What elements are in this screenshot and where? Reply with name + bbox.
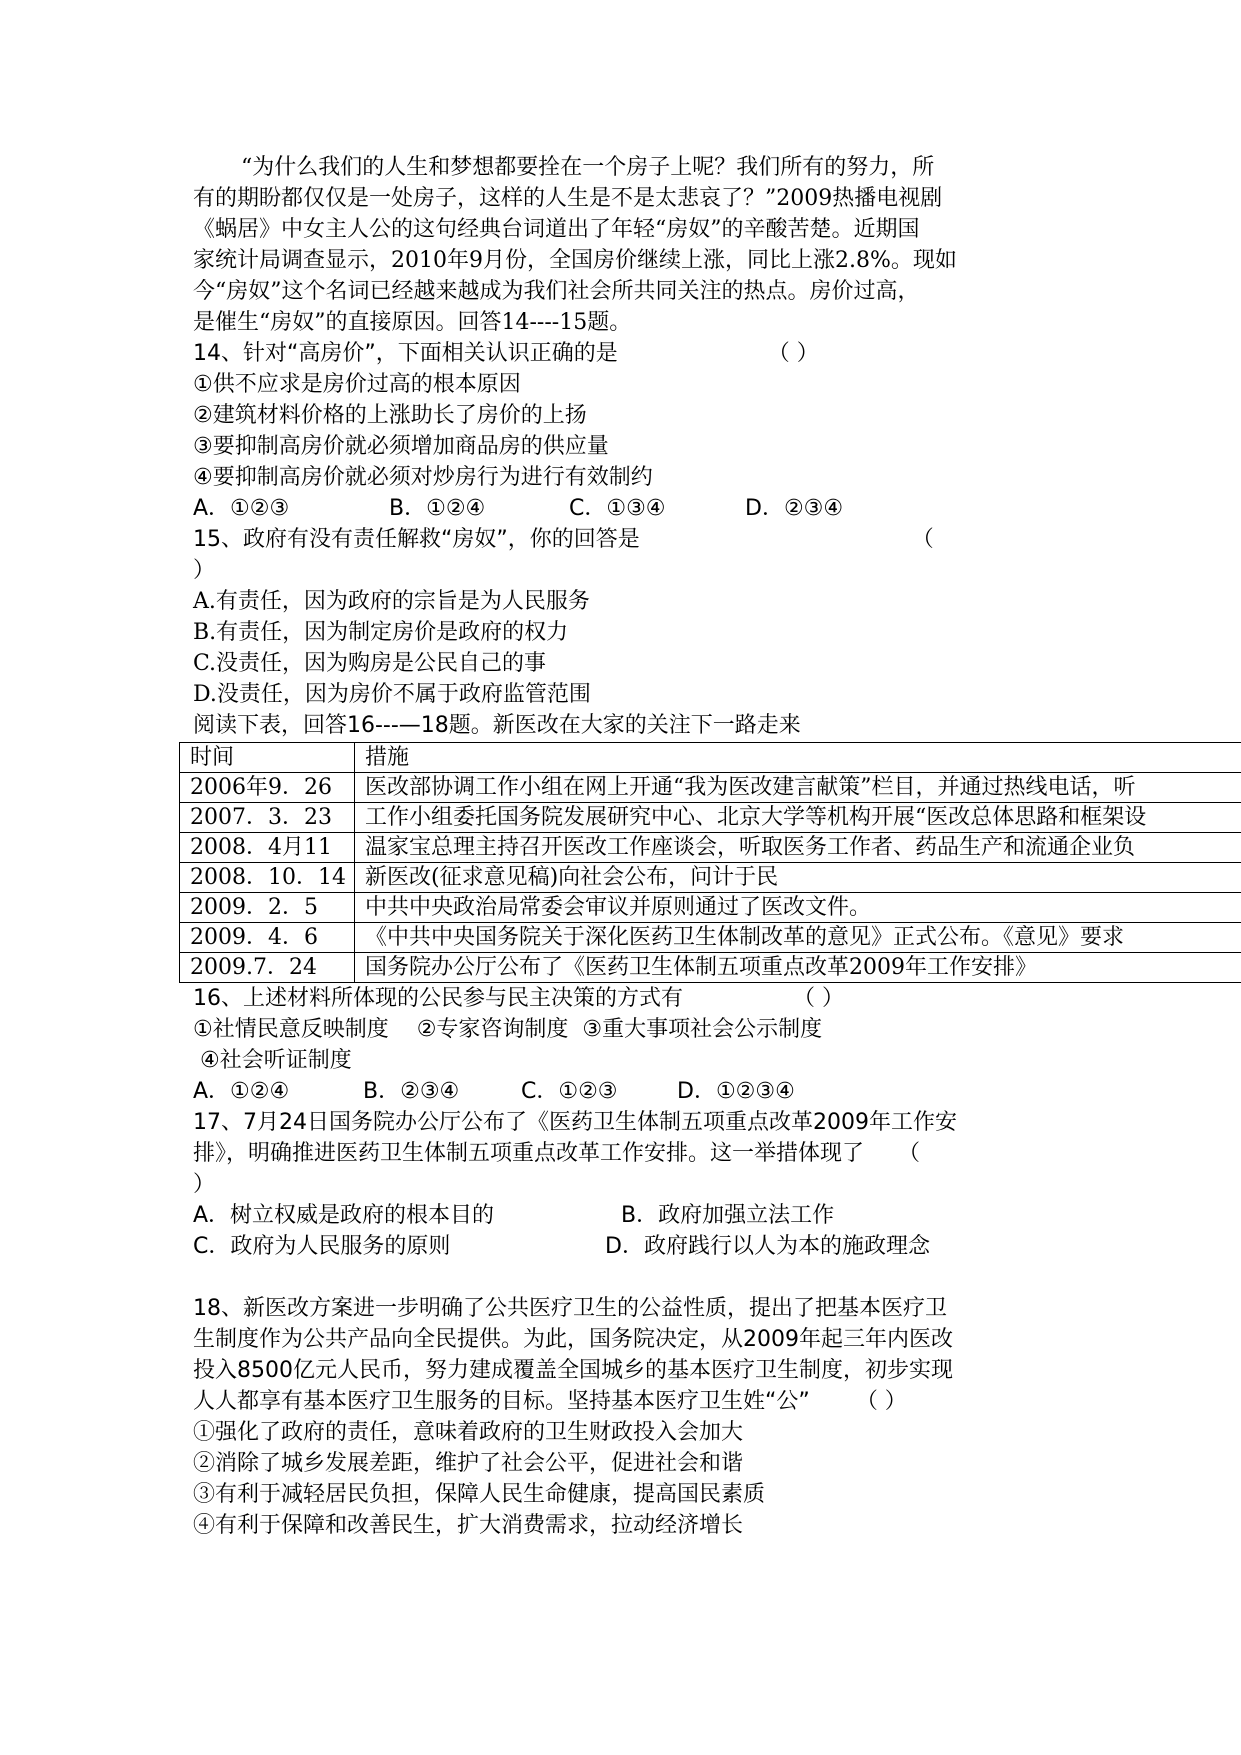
question-stem-line xyxy=(193,1386,1241,1417)
statement-items: ④社会听证制度 xyxy=(193,1048,352,1073)
table-cell-date: 2006年9．26 xyxy=(180,773,355,803)
table-cell-date: 2007．3．23 xyxy=(180,803,355,833)
option-a: A．①②③ xyxy=(193,496,290,521)
answer-paren-close: ） xyxy=(193,558,216,583)
table-row xyxy=(180,773,1241,803)
question-stem-line xyxy=(193,1138,1241,1169)
table-row xyxy=(180,923,1241,953)
table-cell-measure: 《中共中央国务院关于深化医药卫生体制改革的意见》正式公布。《意见》要求 xyxy=(355,923,1241,953)
table-cell-measure: 中共中央政治局常委会审议并原则通过了医改文件。 xyxy=(355,893,1241,923)
question-stem-text: 16、上述材料所体现的公民参与民主决策的方式有 xyxy=(193,986,683,1011)
option-c: C．①②③ xyxy=(521,1079,618,1104)
intro-line: 《蜗居》中女主人公的这句经典台词道出了年轻“房奴”的辛酸苦楚。近期国 xyxy=(193,217,920,242)
table-row xyxy=(180,863,1241,893)
question-17 xyxy=(193,1107,1241,1262)
option-d: D.没责任，因为房价不属于政府监管范围 xyxy=(193,682,591,707)
option-a: A．树立权威是政府的根本目的 xyxy=(193,1203,495,1228)
question-stem-text: 排》，明确推进医药卫生体制五项重点改革工作安排。这一举措体现了 xyxy=(193,1141,865,1166)
answer-paren-open: （ xyxy=(898,1141,921,1166)
option-a: A．①②④ xyxy=(193,1079,290,1104)
table-cell-date: 2009．2．5 xyxy=(180,893,355,923)
table-row xyxy=(180,953,1241,983)
answer-paren-open: （ xyxy=(911,527,934,552)
intro-line: 家统计局调查显示，2010年9月份，全国房价继续上涨，同比上涨2.8%。现如 xyxy=(193,248,957,273)
statement-item: ①供不应求是房价过高的根本原因 xyxy=(193,372,521,397)
answer-paren: （ ） xyxy=(855,1389,907,1414)
question-stem-text: 人人都享有基本医疗卫生服务的目标。坚持基本医疗卫生姓“公” xyxy=(193,1389,810,1414)
option-b: B．①②④ xyxy=(389,496,486,521)
table-cell-measure: 国务院办公厅公布了《医药卫生体制五项重点改革2009年工作安排》 xyxy=(355,953,1241,983)
intro-line: 今“房奴”这个名词已经越来越成为我们社会所共同关注的热点。房价过高， xyxy=(193,279,920,304)
table-row xyxy=(180,803,1241,833)
table-cell-date: 2008．4月11 xyxy=(180,833,355,863)
question-14-options xyxy=(193,493,1241,524)
table-header-measure: 措施 xyxy=(355,743,1241,773)
question-stem-text: 14、针对“高房价”，下面相关认识正确的是 xyxy=(193,341,618,366)
statement-item: ④要抑制高房价就必须对炒房行为进行有效制约 xyxy=(193,465,653,490)
statement-items: ①社情民意反映制度 ②专家咨询制度 ③重大事项社会公示制度 xyxy=(193,1017,823,1042)
question-stem-line: 18、新医改方案进一步明确了公共医疗卫生的公益性质，提出了把基本医疗卫 xyxy=(193,1296,947,1321)
option-c: C．政府为人民服务的原则 xyxy=(193,1234,451,1259)
option-b: B.有责任，因为制定房价是政府的权力 xyxy=(193,620,569,645)
question-stem-line: 生制度作为公共产品向全民提供。为此，国务院决定，从2009年起三年内医改 xyxy=(193,1327,953,1352)
question-stem-line: 投入8500亿元人民币，努力建成覆盖全国城乡的基本医疗卫生制度，初步实现 xyxy=(193,1358,953,1383)
question-16-options xyxy=(193,1076,1241,1107)
table-cell-date: 2008．10．14 xyxy=(180,863,355,893)
option-d: D．②③④ xyxy=(745,496,844,521)
statement-item: ④有利于保障和改善民生，扩大消费需求，拉动经济增长 xyxy=(193,1513,744,1538)
question-15 xyxy=(193,524,1241,710)
question-14-stem xyxy=(193,338,1241,369)
exam-page xyxy=(190,152,1241,1541)
intro-line: 有的期盼都仅仅是一处房子，这样的人生是不是太悲哀了？”2009热播电视剧 xyxy=(193,186,943,211)
question-17-options-row2 xyxy=(193,1231,1241,1262)
table-cell-date: 2009.7．24 xyxy=(180,953,355,983)
statement-item: ②建筑材料价格的上涨助长了房价的上扬 xyxy=(193,403,587,428)
intro-passage xyxy=(193,152,1241,338)
table-row xyxy=(180,833,1241,863)
option-d: D．政府践行以人为本的施政理念 xyxy=(605,1234,930,1259)
table-cell-measure: 温家宝总理主持召开医改工作座谈会，听取医务工作者、药品生产和流通企业负 xyxy=(355,833,1241,863)
table-cell-date: 2009．4．6 xyxy=(180,923,355,953)
reform-timeline-table xyxy=(179,742,1241,983)
answer-paren-close: ） xyxy=(193,1172,216,1197)
table-row xyxy=(180,893,1241,923)
table-cell-measure: 工作小组委托国务院发展研究中心、北京大学等机构开展“医改总体思路和框架设 xyxy=(355,803,1241,833)
option-a: A.有责任，因为政府的宗旨是为人民服务 xyxy=(193,589,590,614)
question-18 xyxy=(193,1293,1241,1541)
option-b: B．②③④ xyxy=(363,1079,460,1104)
option-c: C.没责任，因为购房是公民自己的事 xyxy=(193,651,547,676)
answer-paren: （ ） xyxy=(793,986,844,1011)
option-d: D．①②③④ xyxy=(677,1079,795,1104)
question-16-stem xyxy=(193,983,1241,1014)
question-stem-text: 15、政府有没有责任解救“房奴”，你的回答是 xyxy=(193,527,640,552)
statement-item: ③有利于减轻居民负担，保障人民生命健康，提高国民素质 xyxy=(193,1482,766,1507)
blank-line xyxy=(193,1262,1241,1293)
intro-line: 是催生“房奴”的直接原因。回答14----15题。 xyxy=(193,310,632,335)
table-intro: 阅读下表，回答16---—18题。新医改在大家的关注下一路走来 xyxy=(193,713,801,738)
option-c: C．①③④ xyxy=(569,496,666,521)
table-cell-measure: 新医改(征求意见稿)向社会公布，问计于民 xyxy=(355,863,1241,893)
statement-item: ①强化了政府的责任，意味着政府的卫生财政投入会加大 xyxy=(193,1420,744,1445)
option-b: B．政府加强立法工作 xyxy=(621,1203,835,1228)
question-14 xyxy=(193,338,1241,524)
intro-line: “为什么我们的人生和梦想都要拴在一个房子上呢？我们所有的努力，所 xyxy=(241,155,935,180)
question-15-stem xyxy=(193,524,1241,555)
question-stem-line: 17、7月24日国务院办公厅公布了《医药卫生体制五项重点改革2009年工作安 xyxy=(193,1110,957,1135)
table-header-row xyxy=(180,743,1241,773)
answer-paren: （ ） xyxy=(767,341,819,366)
statement-item: ②消除了城乡发展差距，维护了社会公平，促进社会和谐 xyxy=(193,1451,744,1476)
question-16 xyxy=(193,983,1241,1107)
table-cell-measure: 医改部协调工作小组在网上开通“我为医改建言献策”栏目，并通过热线电话，听 xyxy=(355,773,1241,803)
statement-item: ③要抑制高房价就必须增加商品房的供应量 xyxy=(193,434,609,459)
table-header-time: 时间 xyxy=(180,743,355,773)
question-17-options-row1 xyxy=(193,1200,1241,1231)
